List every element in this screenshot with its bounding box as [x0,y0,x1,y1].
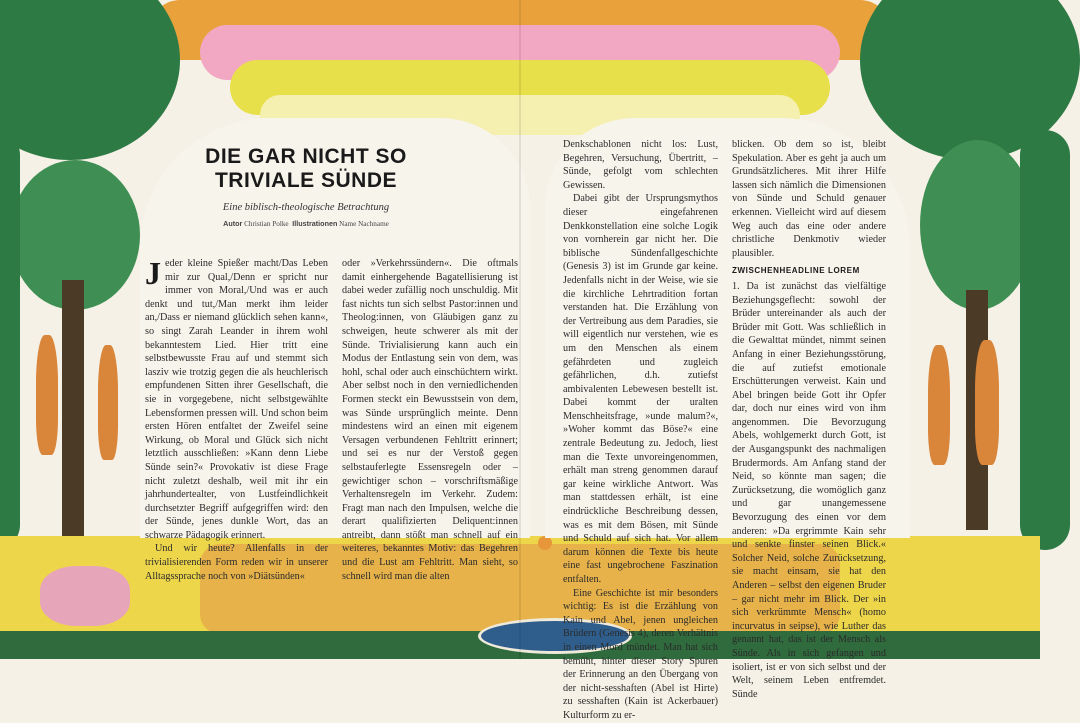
illustration-name: Name Nachname [339,220,389,228]
text-column-2 [342,257,518,583]
column4-paragraph-2: 1. Da ist zunächst das vielfältige Beziehungsgeflecht: sowohl der Brüder untereinander als auch der Brüder mit Gott. Was schließlich in die Gewalttat mündet, nimmt seinen Anfang in einer Beziehungsstörung, die auf zutiefst emotionale Erschütterungen verweist. Kain und Abel bringen beide Gott ihr Opfer dar, doch nur eines wird von ihm angenommen. Die Bevorzugung Abels, wohlgemerkt durch Gott, ist der Ausgangspunkt des nachmaligen Brudermords. Am Anfang stand der Neid, so könnte man sagen; die Zurücksetzung, die womöglich ganz und gar unangemessene Bevorzugung des einen vor dem anderen: »Da ergrimmte Kain sehr und senkte finster seinen Blick.« Solcher Neid, solche Zurücksetzung, sie macht einsam, sie hat den Anderen – selbst den eigenen Bruder – gar nicht mehr im Blick. Der »in sich verkrümmte Mensch« (homo incurvatus in seipse), wie Luther das genannt hat, das ist der Mensch als Sünde. Als in sich gefangen und isoliert, ist er von sich selbst und der Welt, seinem Leben entfremdet. Sünde [732,280,886,700]
column2-paragraph-1: oder »Verkehrssündern«. Die oftmals damit einhergehende Bagatellisierung ist dabei weder zufällig noch unschuldig. Mit fast nichts tun sich selbst Pastor:innen und Theolog:innen, von Gläubigen ganz zu schweigen, heute schwerer als mit der Sünde. Trivialisierung kann auch ein Modus der Entlastung sein von dem, was hohl, schal oder auch einschüchtern wirkt. Aber selbst noch in den verniedlichenden Formen steckt ein Bewusstsein von dem, was Sünde ursprünglich meinte. Denn mindestens wird an einen mit eigenem Versagen verbundenen Fehltritt erinnert; und sei es nur der Verstoß gegen selbstauferlegte Essensregeln oder – gewichtiger schon – vorschriftsmäßige Verhaltensregeln im Verkehr. Zudem: Fragt man nach den Impulsen, welche die derart qualifizierten Deliquent:innen antreibt, dann stößt man schnell auf ein weiteres, bekanntes Motiv: das Begehren und die Lust am Fehltritt. Man sieht, so schnell wird man die alten [342,258,518,582]
article-headline: DIE GAR NICHT SO TRIVIALE SÜNDE [205,145,407,192]
right-edge-foliage [1020,130,1070,550]
right-blossom-tree [920,140,1035,310]
text-column-1 [145,257,328,583]
text-column-4 [732,138,886,701]
page-spine [519,0,521,659]
author-label: Autor [223,219,243,228]
sun-illustration [538,536,552,550]
illustration-label: Illustrationen [292,219,338,228]
column3-paragraph-3: Eine Geschichte ist mir besonders wichtig: Es ist die Erzählung von Kain und Abel, jenen ungleichen Brüdern (Genesis 4), deren Verhältnis in einen Mord mündet. Man hat sich bemüht, hinter dieser Story Spuren der Erinnerung an den Übergang von der nicht-sesshaften (Abel ist Hirte) zu sesshaften (Kain ist Ackerbauer) Kulturform zu er- [563,587,718,721]
column1-paragraph-2: Und wir heute? Allenfalls in der trivialisierenden Form reden wir in unserer Alltagssprache noch von »Diätsünden« [145,543,328,582]
column3-paragraph-2: Dabei gibt der Ursprungsmythos dieser eingefahrenen Denkkonstellation eine solche Logik von vornherein gar nicht her. Die biblische Sündenfallgeschichte (Genesis 3) ist im Grunde gar keine. Jedenfalls nicht in der Weise, wie sie die kirchliche Lehrtradition fortan verstanden hat. Die Erzählung von der Vertreibung aus dem Paradies, sie will eigentlich nur verstehen, wie es um den Menschen als einem gefährdeten und zugleich gefährlichen, d.h. zutiefst ambivalenten Lebewesen bestellt ist. Dabei kommt der uralten Menschheitsfrage, »unde malum?«, »Woher kommt das Böse?« eine zentrale Bedeutung zu. Jedoch, liest man die Texte unvoreingenommen, erhält man streng genommen darauf gar keine wirkliche Antwort. Was man stattdessen erhält, ist eine eindrückliche Beschreibung dessen, was es mit dem Bösen, mit Sünde und Schuld auf sich hat. Vor allem darum können die Texte bis heute eine fast ungebrochene Faszination entfalten. [563,193,718,585]
column4-paragraph-1: blicken. Ob dem so ist, bleibt Spekulation. Aber es geht ja auch um Grundsätzlicheres. Mit ihrer Hilfe lassen sich nämlich die Dimensionen von Sünde und Schuld genauer erkennen. Vielleicht wird auf diesem Weg auch das eine oder andere christliche Denkmotiv wieder plausibler. [732,139,886,259]
section-subhead: ZWISCHENHEADLINE LOREM [732,266,860,276]
adam-figure-right [975,340,999,465]
eve-figure-right [928,345,950,465]
author-name: Christian Polke [244,220,289,228]
column1-paragraph-1 [145,257,328,542]
column3-paragraph-1: Denkschablonen nicht los: Lust, Begehren, Versuchung, Übertritt, – Sünde, gefolgt vom schlechten Gewissen. [563,139,718,191]
eve-figure-left [98,345,118,460]
article-credits [198,219,414,228]
drop-cap: J [145,255,161,291]
left-tree-trunk [62,280,84,540]
text-column-3 [563,138,718,723]
article-subtitle: Eine biblisch-theologische Betrachtung [222,202,390,213]
column1-paragraph-1-text: eder kleine Spießer macht/Das Leben mir zur Qual,/Denn er spricht nur immer von Moral,/Und was er auch denkt und tut,/Man merkt ihm leider an,/Dass er niemand glücklich sehen kann«, so singt Zarah Leander in ihrem wohl bekanntestem Lied. Hier tritt eine selbstbewusste Frau auf und stemmt sich lasziv wie trotzig gegen die als heuchlerisch empfundenen Sitten ihrer Gesellschaft, die sie in vorgegebene, nicht selbstgewählte Lebensformen pressen will. Und schon beim ersten Hören entfaltet der Zweifel seine Wirkung, ob Moral und Glück sich nicht letztlich ausschließen: »Kann denn Liebe Sünde sein?« Provokativ ist diese Frage nicht zuletzt deshalb, weil mit ihr ein jahrhundertealter, von Lustfeindlichkeit durchsetzter Begriff aufgegriffen wird: den der Sünde, jenes dunkle Wort, das an schwarze Pädagogik erinnert. [145,258,328,541]
left-edge-foliage [0,130,20,550]
adam-figure-left [36,335,58,455]
